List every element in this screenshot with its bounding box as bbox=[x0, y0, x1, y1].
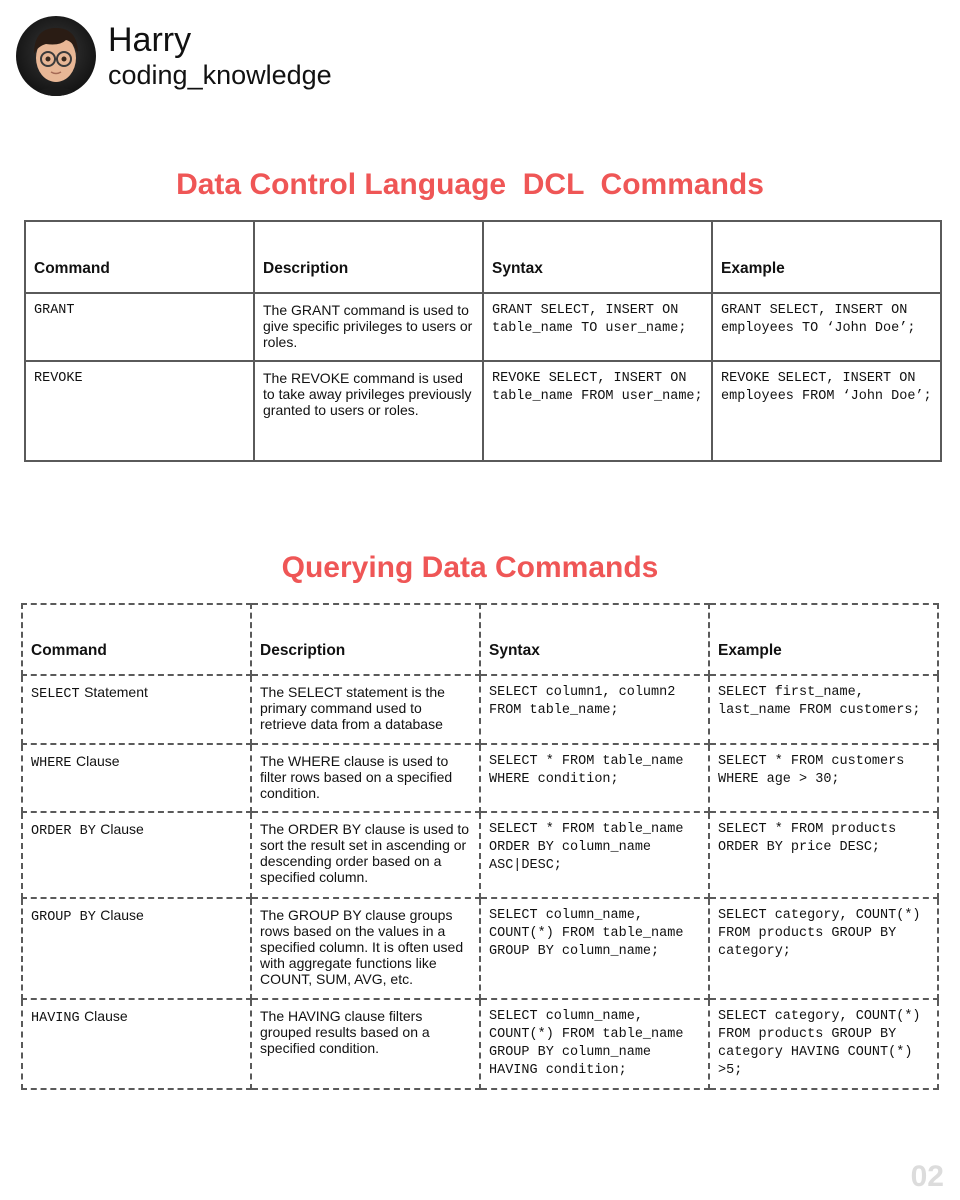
command-keyword: WHERE bbox=[31, 756, 72, 771]
command-type: Clause bbox=[75, 753, 120, 769]
description-cell: The HAVING clause filters grouped results based on a specified condition. bbox=[251, 999, 480, 1089]
command-cell bbox=[22, 675, 251, 744]
table-header-row bbox=[22, 604, 938, 675]
table-row bbox=[22, 898, 938, 999]
description-cell: The WHERE clause is used to filter rows based on a specified condition. bbox=[251, 744, 480, 812]
description-cell: The GRANT command is used to give specific privileges to users or roles. bbox=[254, 293, 483, 361]
querying-section-title: Querying Data Commands bbox=[281, 551, 659, 584]
header-syntax: Syntax bbox=[480, 604, 709, 675]
command-type: Clause bbox=[100, 821, 144, 837]
syntax-cell: SELECT column1, column2 FROM table_name; bbox=[480, 675, 709, 744]
author-info bbox=[108, 21, 332, 91]
table-row bbox=[22, 675, 938, 744]
header-command: Command bbox=[25, 221, 254, 293]
syntax-cell: SELECT * FROM table_name ORDER BY column_name ASC|DESC; bbox=[480, 812, 709, 898]
table-row bbox=[25, 361, 941, 461]
header-syntax: Syntax bbox=[483, 221, 712, 293]
example-cell: SELECT category, COUNT(*) FROM products GROUP BY category; bbox=[709, 898, 938, 999]
command-keyword: ORDER BY bbox=[31, 824, 96, 839]
page-number: 02 bbox=[910, 1160, 944, 1193]
table-row bbox=[22, 812, 938, 898]
command-keyword: HAVING bbox=[31, 1011, 80, 1026]
avatar bbox=[16, 16, 96, 96]
description-cell: The REVOKE command is used to take away privileges previously granted to users or roles. bbox=[254, 361, 483, 461]
command-type: Statement bbox=[84, 684, 148, 700]
syntax-cell: REVOKE SELECT, INSERT ON table_name FROM user_name; bbox=[483, 361, 712, 461]
command-cell bbox=[22, 999, 251, 1089]
syntax-cell: GRANT SELECT, INSERT ON table_name TO user_name; bbox=[483, 293, 712, 361]
dcl-table bbox=[24, 220, 942, 462]
syntax-cell: SELECT column_name, COUNT(*) FROM table_name GROUP BY column_name HAVING condition; bbox=[480, 999, 709, 1089]
command-cell: REVOKE bbox=[25, 361, 254, 461]
command-cell bbox=[22, 812, 251, 898]
querying-table bbox=[21, 603, 939, 1090]
header-command: Command bbox=[22, 604, 251, 675]
example-cell: GRANT SELECT, INSERT ON employees TO ‘John Doe’; bbox=[712, 293, 941, 361]
example-cell: SELECT first_name, last_name FROM customers; bbox=[709, 675, 938, 744]
header-example: Example bbox=[712, 221, 941, 293]
example-cell: SELECT * FROM products ORDER BY price DESC; bbox=[709, 812, 938, 898]
example-cell: SELECT * FROM customers WHERE age > 30; bbox=[709, 744, 938, 812]
syntax-cell: SELECT * FROM table_name WHERE condition; bbox=[480, 744, 709, 812]
command-cell bbox=[22, 744, 251, 812]
description-cell: The SELECT statement is the primary command used to retrieve data from a database bbox=[251, 675, 480, 744]
example-cell: SELECT category, COUNT(*) FROM products GROUP BY category HAVING COUNT(*) >5; bbox=[709, 999, 938, 1089]
table-row bbox=[22, 744, 938, 812]
dcl-section-title: Data Control Language DCL Commands bbox=[176, 168, 764, 201]
header-description: Description bbox=[254, 221, 483, 293]
author-handle: coding_knowledge bbox=[108, 60, 332, 90]
syntax-cell: SELECT column_name, COUNT(*) FROM table_name GROUP BY column_name; bbox=[480, 898, 709, 999]
example-cell: REVOKE SELECT, INSERT ON employees FROM ‘John Doe’; bbox=[712, 361, 941, 461]
command-cell: GRANT bbox=[25, 293, 254, 361]
command-type: Clause bbox=[84, 1008, 128, 1024]
table-header-row bbox=[25, 221, 941, 293]
header-description: Description bbox=[251, 604, 480, 675]
table-row bbox=[22, 999, 938, 1089]
description-cell: The GROUP BY clause groups rows based on the values in a specified column. It is often used with aggregate functions like COUNT, SUM, AVG, etc. bbox=[251, 898, 480, 999]
command-keyword: GROUP BY bbox=[31, 910, 96, 925]
description-cell: The ORDER BY clause is used to sort the result set in ascending or descending order based on a specified column. bbox=[251, 812, 480, 898]
command-cell bbox=[22, 898, 251, 999]
header-example: Example bbox=[709, 604, 938, 675]
author-name: Harry bbox=[108, 21, 192, 59]
table-row bbox=[25, 293, 941, 361]
author-header bbox=[16, 16, 332, 96]
command-keyword: SELECT bbox=[31, 687, 80, 702]
command-type: Clause bbox=[100, 907, 144, 923]
